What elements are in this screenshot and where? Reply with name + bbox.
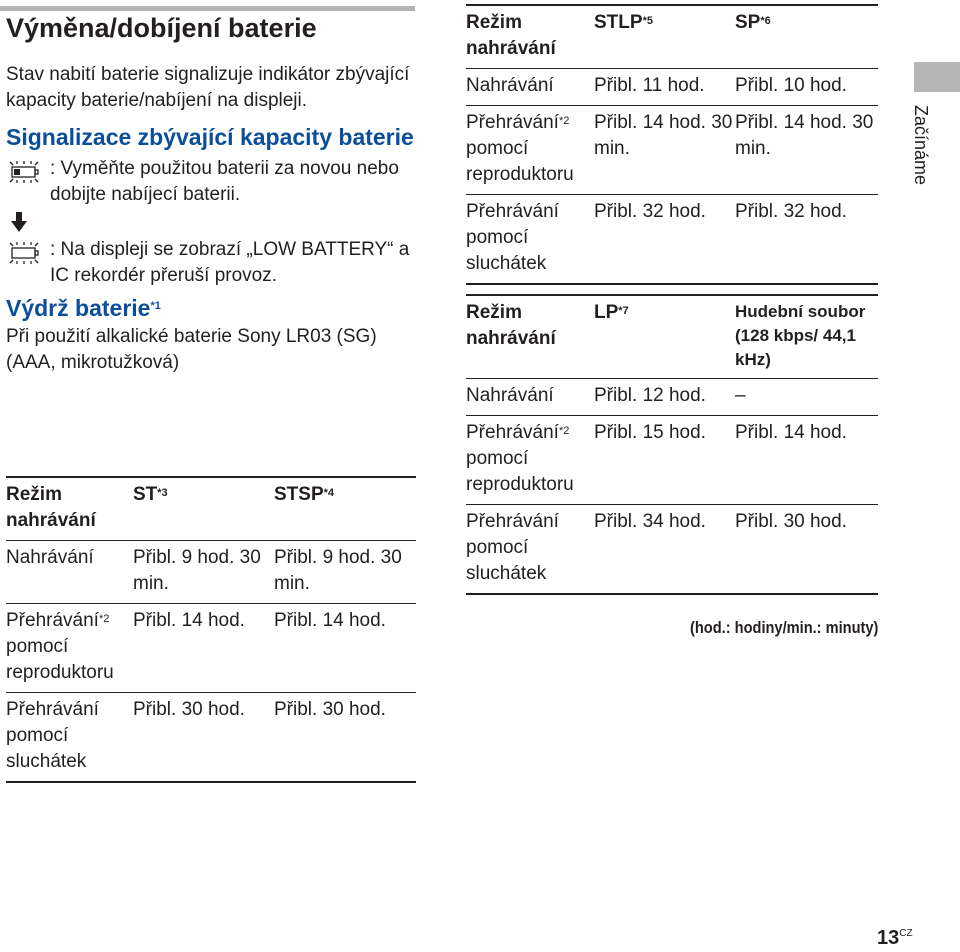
arrow-down-icon [6,212,416,234]
row-value: Přibl. 30 hod. [133,693,274,783]
indicator-empty-text: : Na displeji se zobrazí „LOW BATTERY“ a IC rekordér přeruší provoz. [50,239,410,286]
table-header-col1 [133,477,274,541]
header-text: STSP [274,484,324,505]
row-label-text: Přehrávání [6,610,99,631]
table-header-row [466,5,878,69]
table-header-row [6,477,416,541]
row-value: Přibl. 15 hod. [594,416,735,505]
row-label-text-2: pomocí reproduktoru [466,138,574,185]
row-value: – [735,379,878,416]
footnote-ref: *2 [98,613,110,625]
battery-life-table-1 [6,476,416,783]
battery-life-table-3 [466,294,878,595]
table-row [6,604,416,693]
header-text: SP [735,12,761,33]
row-value: Přibl. 30 hod. [274,693,416,783]
row-value: Přibl. 14 hod. [735,416,878,505]
row-value: Přibl. 12 hod. [594,379,735,416]
table-header-col1 [594,5,735,69]
section-tab [903,105,933,205]
battery-empty-blink-icon [6,237,50,270]
row-label-text-2: pomocí reproduktoru [6,636,114,683]
row-value: Přibl. 14 hod. [274,604,416,693]
row-value: Přibl. 14 hod. 30 min. [594,106,735,195]
header-text: LP [594,302,619,323]
table-row [466,195,878,285]
footnote-ref: *5 [642,15,653,27]
remaining-capacity-heading: Signalizace zbývající kapacity baterie [6,124,414,150]
row-value: Přibl. 10 hod. [735,69,878,106]
battery-life-table-2 [466,4,878,285]
row-label [466,106,594,195]
row-value: Přibl. 32 hod. [594,195,735,285]
battery-low-blink-icon [6,156,50,189]
footnote-ref: *2 [558,425,570,437]
row-value: Přibl. 14 hod. [133,604,274,693]
table-header-mode: Režim nahrávání [466,295,594,379]
row-value: Přibl. 30 hod. [735,505,878,595]
header-text: ST [133,484,158,505]
row-label [466,416,594,505]
table-row [466,106,878,195]
table-header-col2 [274,477,416,541]
row-label: Přehrávání pomocí sluchátek [6,693,133,783]
indicator-low [6,156,416,208]
table-header-col2 [735,5,878,69]
row-label: Přehrávání pomocí sluchátek [466,195,594,285]
indicator-low-text: : Vyměňte použitou baterii za novou nebo dobijte nabíjecí baterii. [50,158,399,205]
page-title: Výměna/dobíjení baterie [6,13,317,43]
row-label-text-2: pomocí reproduktoru [466,448,574,495]
row-value: Přibl. 9 hod. 30 min. [274,541,416,604]
indicator-empty [6,237,416,289]
row-label-text: Přehrávání [466,112,559,133]
header-text: STLP [594,12,643,33]
table-header-row [466,295,878,379]
row-label: Nahrávání [6,541,133,604]
footnote-ref: *4 [323,487,335,499]
battery-life-heading [6,293,416,324]
section-tab-marker [914,62,960,92]
row-label: Přehrávání pomocí sluchátek [466,505,594,595]
table-row [6,541,416,604]
units-note: (hod.: hodiny/min.: minuty) [690,618,879,637]
page-number [877,927,913,950]
battery-life-text: Při použití alkalické baterie Sony LR03 (SG) (AAA, mikrotužková) [6,326,377,373]
table-row [466,379,878,416]
row-label: Nahrávání [466,379,594,416]
section-tab-label: Začínáme [911,105,931,186]
row-label [6,604,133,693]
footnote-ref: *6 [760,15,771,27]
left-column [6,11,416,376]
intro-text: Stav nabití baterie signalizuje indikátor zbývající kapacity baterie/nabíjení na displeji. [6,64,410,111]
row-value: Přibl. 11 hod. [594,69,735,106]
table-row [466,69,878,106]
table-header-mode: Režim nahrávání [6,477,133,541]
row-label: Nahrávání [466,69,594,106]
page-number-value: 13 [877,927,900,949]
battery-life-heading-text: Výdrž baterie [6,295,151,321]
table-row [466,416,878,505]
table-header-mode: Režim nahrávání [466,5,594,69]
table-row [6,693,416,783]
table-header-col1 [594,295,735,379]
row-value: Přibl. 34 hod. [594,505,735,595]
footnote-ref: *2 [558,115,570,127]
table-row [466,505,878,595]
footnote-ref: *1 [150,300,161,312]
footnote-ref: *3 [157,487,168,499]
table-header-col2: Hudební soubor (128 kbps/ 44,1 kHz) [735,295,878,379]
row-value: Přibl. 14 hod. 30 min. [735,106,878,195]
footnote-ref: *7 [618,305,629,317]
row-value: Přibl. 32 hod. [735,195,878,285]
row-label-text: Přehrávání [466,422,559,443]
page-number-lang: CZ [899,928,913,939]
row-value: Přibl. 9 hod. 30 min. [133,541,274,604]
